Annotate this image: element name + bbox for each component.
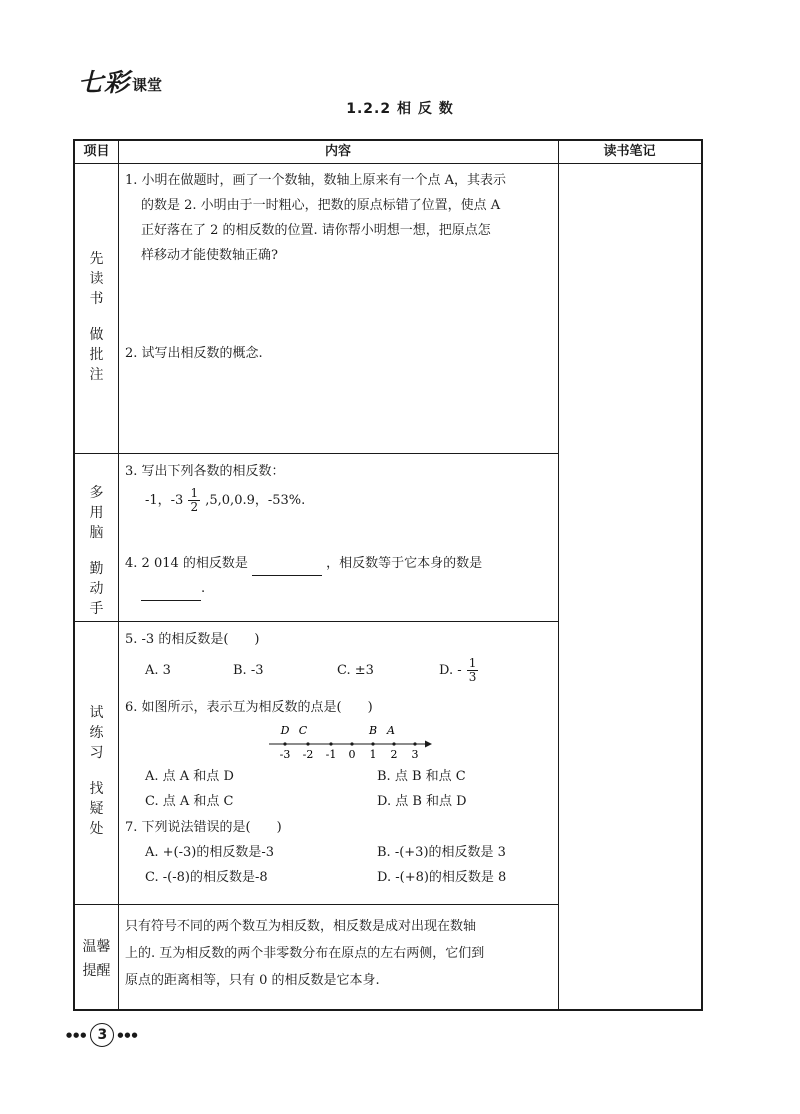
label-char: 处 xyxy=(89,821,104,837)
expr-part: -1，-3 xyxy=(145,493,184,508)
header-divider xyxy=(75,163,701,164)
tick-label: 2 xyxy=(390,748,398,761)
row-divider-3 xyxy=(75,904,558,905)
number-line-tick-dot xyxy=(283,742,286,745)
label-char: 多 xyxy=(89,485,104,501)
col-header-item: 项目 xyxy=(83,144,110,159)
label-char: 找 xyxy=(89,781,104,797)
label-char: 醒 xyxy=(96,963,111,979)
question-1-line: 的数是 2. 小明由于一时粗心，把数的原点标错了位置，使点 A xyxy=(141,198,501,213)
question-4-text: 4. 2 014 的相反数是 xyxy=(125,556,248,571)
section-label-tip xyxy=(75,937,118,981)
label-char: 读 xyxy=(89,271,104,287)
page-number-badge xyxy=(66,1023,139,1047)
decorative-dots-right: ●●● xyxy=(117,1031,139,1039)
label-char: 习 xyxy=(89,745,104,761)
label-char: 用 xyxy=(89,505,104,521)
label-char: 疑 xyxy=(89,801,104,817)
label-char: 温 xyxy=(82,939,97,955)
question-5 xyxy=(125,627,555,686)
number-line-tick-dot xyxy=(306,742,309,745)
tick-label: 3 xyxy=(411,748,419,761)
question-6 xyxy=(125,695,555,720)
point-label-a: A xyxy=(387,724,395,737)
option-7c[interactable]: C. -(-8)的相反数是-8 xyxy=(145,870,268,885)
question-6-options xyxy=(125,764,555,814)
decorative-dots-left: ●●● xyxy=(66,1031,88,1039)
section-label-think xyxy=(75,483,118,619)
label-char: 练 xyxy=(89,725,104,741)
option-5d[interactable] xyxy=(439,656,479,686)
question-3-title: 3. 写出下列各数的相反数： xyxy=(125,464,285,479)
row-divider-1 xyxy=(75,453,558,454)
col-header-content: 内容 xyxy=(324,144,351,159)
answer-blank-2[interactable] xyxy=(141,600,201,601)
question-4-line-1 xyxy=(125,551,555,576)
label-char: 动 xyxy=(89,581,104,597)
label-char: 馨 xyxy=(96,939,111,955)
tick-label: 1 xyxy=(369,748,377,761)
tick-label: -2 xyxy=(302,748,314,761)
question-2 xyxy=(125,341,555,366)
label-char: 先 xyxy=(89,251,104,267)
number-line-tick-dot xyxy=(413,742,416,745)
option-6c[interactable]: C. 点 A 和点 C xyxy=(145,794,234,809)
fraction-denominator: 3 xyxy=(468,670,477,684)
question-2-text: 2. 试写出相反数的概念. xyxy=(125,346,263,361)
point-label-b: B xyxy=(368,724,378,737)
tip-text xyxy=(125,913,555,994)
label-char: 批 xyxy=(89,347,104,363)
question-5-options xyxy=(125,656,555,686)
number-line-tick-dot xyxy=(371,742,374,745)
option-7b[interactable]: B. -(+3)的相反数是 3 xyxy=(377,845,506,860)
option-6a[interactable]: A. 点 A 和点 D xyxy=(145,769,234,784)
label-char: 勤 xyxy=(89,561,104,577)
label-char: 提 xyxy=(82,963,97,979)
question-5-text: 5. -3 的相反数是( ) xyxy=(125,632,260,647)
question-1-line: 正好落在了 2 的相反数的位置. 请你帮小明想一想，把原点怎 xyxy=(141,223,491,238)
fraction-one-third xyxy=(467,657,479,684)
col-divider-2 xyxy=(558,141,559,1009)
brand-logo-script: 七彩 xyxy=(78,68,131,97)
tick-label: 0 xyxy=(348,748,356,761)
question-7-options-row xyxy=(125,865,555,890)
section-label-preread xyxy=(75,249,118,385)
question-6-text: 6. 如图所示，表示互为相反数的点是( ) xyxy=(125,700,373,715)
label-char: 书 xyxy=(89,291,104,307)
question-4 xyxy=(125,551,555,601)
question-4-line-2 xyxy=(125,576,555,601)
question-7-text: 7. 下列说法错误的是( ) xyxy=(125,820,282,835)
number-line-tick-dot xyxy=(329,742,332,745)
page-title: 1.2.2 相 反 数 xyxy=(346,101,454,117)
brand-logo-sub: 课堂 xyxy=(132,76,163,94)
question-3 xyxy=(125,459,555,518)
option-7a[interactable]: A. +(-3)的相反数是-3 xyxy=(145,845,275,860)
number-line-tick-dot xyxy=(350,742,353,745)
col-header-notes: 读书笔记 xyxy=(603,144,656,159)
tip-line: 上的. 互为相反数的两个非零数分布在原点的左右两侧，它们到 xyxy=(125,946,485,961)
fraction-one-half xyxy=(188,487,200,514)
label-char: 手 xyxy=(89,601,104,617)
label-char: 做 xyxy=(89,327,104,343)
option-5d-prefix: D. - xyxy=(439,663,462,678)
option-6d[interactable]: D. 点 B 和点 D xyxy=(377,794,467,809)
question-7-options-row xyxy=(125,840,555,865)
tick-label: -1 xyxy=(325,748,337,761)
tip-line: 原点的距离相等，只有 0 的相反数是它本身. xyxy=(125,973,380,988)
row-divider-2 xyxy=(75,621,558,622)
question-4-text: ，相反数等于它本身的数是 xyxy=(326,556,483,571)
point-label-d: D xyxy=(280,724,290,737)
label-char: 试 xyxy=(89,705,104,721)
label-char: 注 xyxy=(89,367,104,383)
fraction-denominator: 2 xyxy=(190,500,199,514)
question-1-line: 1. 小明在做题时，画了一个数轴，数轴上原来有一个点 A，其表示 xyxy=(125,173,507,188)
number-line-arrow xyxy=(425,741,432,748)
col-divider-1 xyxy=(118,141,119,1009)
option-5a[interactable]: A. 3 xyxy=(145,663,171,678)
number-line-figure xyxy=(265,721,435,761)
option-5b[interactable]: B. -3 xyxy=(233,663,264,678)
tick-label: -3 xyxy=(279,748,291,761)
question-3-expression xyxy=(125,484,555,518)
brand-logo xyxy=(78,70,162,95)
expr-part: ,5,0,0.9，-53%. xyxy=(205,493,306,508)
option-5c[interactable]: C. ±3 xyxy=(337,663,374,678)
question-1 xyxy=(125,168,555,268)
page-number: 3 xyxy=(90,1023,114,1047)
answer-blank-1[interactable] xyxy=(252,575,322,576)
option-7d[interactable]: D. -(+8)的相反数是 8 xyxy=(377,870,507,885)
question-1-line: 样移动才能使数轴正确? xyxy=(141,248,278,263)
fraction-numerator: 1 xyxy=(190,486,199,500)
label-char: 脑 xyxy=(89,525,104,541)
question-7 xyxy=(125,815,555,890)
question-4-end: . xyxy=(201,581,206,596)
number-line-tick-dot xyxy=(392,742,395,745)
fraction-numerator: 1 xyxy=(468,656,477,670)
option-6b[interactable]: B. 点 B 和点 C xyxy=(377,769,466,784)
section-label-practice xyxy=(75,703,118,839)
point-label-c: C xyxy=(298,724,308,737)
tip-line: 只有符号不同的两个数互为相反数，相反数是成对出现在数轴 xyxy=(125,919,477,934)
worksheet-table xyxy=(73,139,703,1011)
